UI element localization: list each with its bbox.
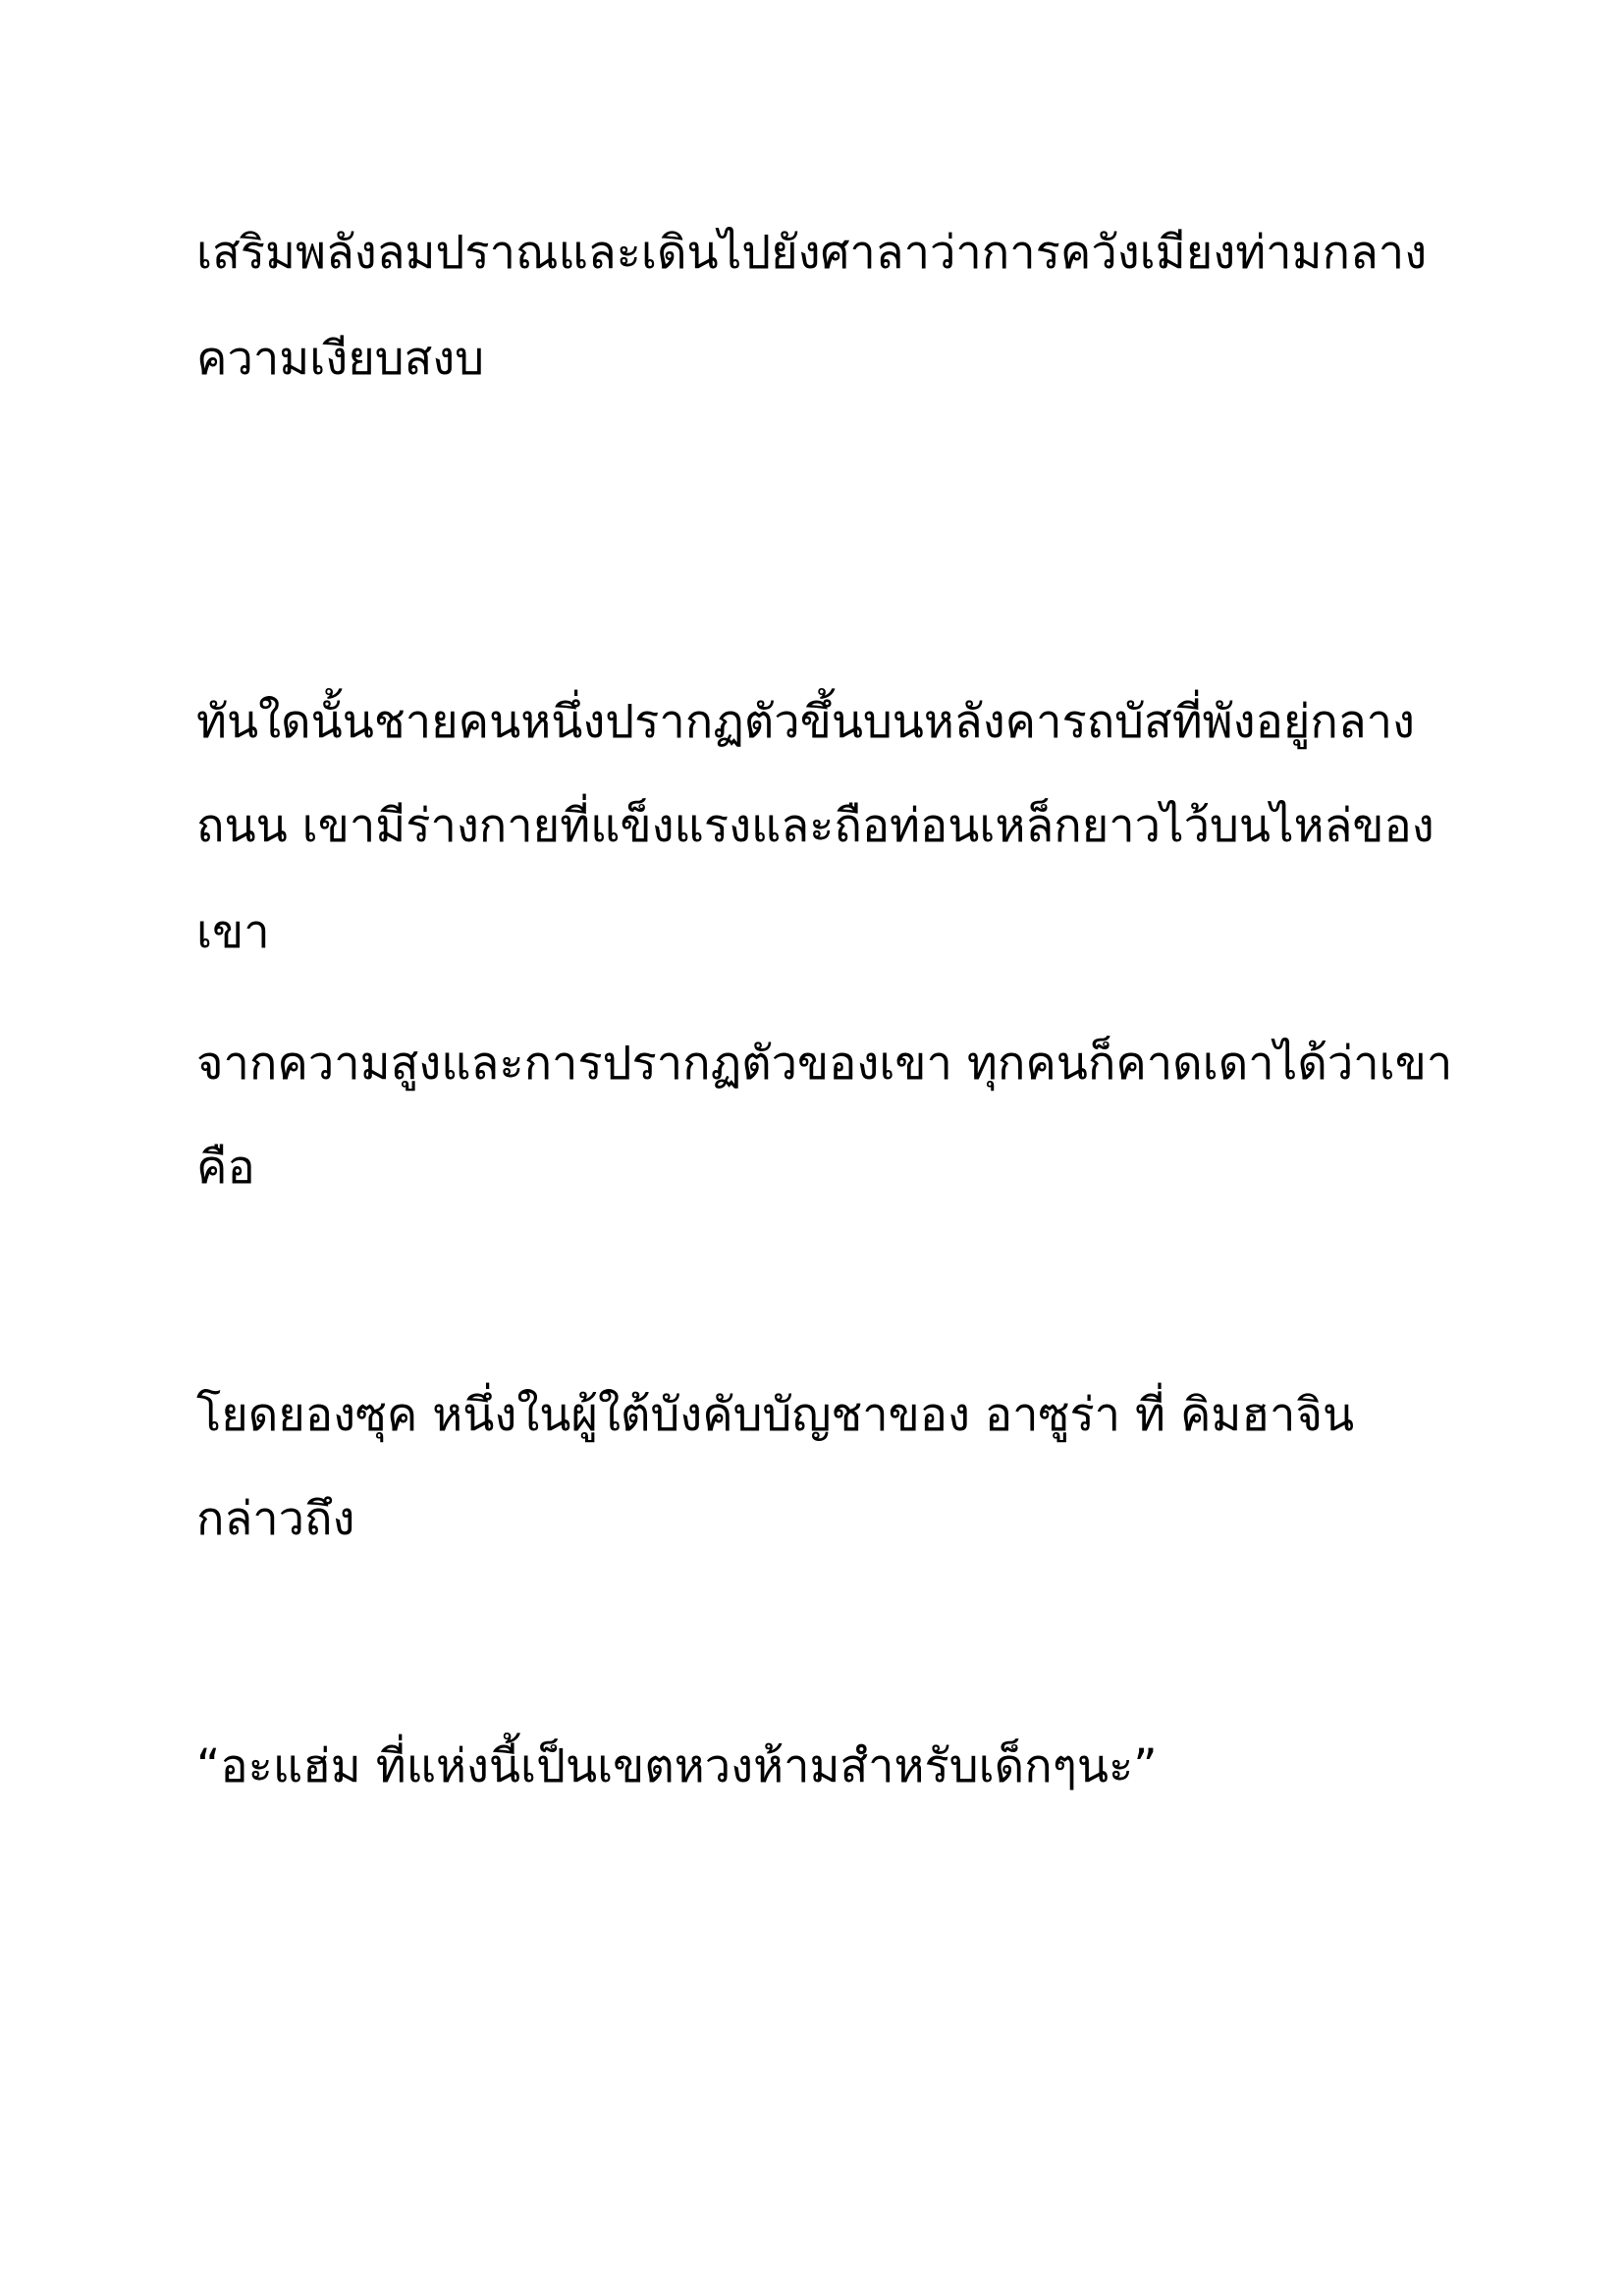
paragraph-line: เขา: [196, 905, 270, 959]
paragraph-line: ความเงียบสงบ: [196, 332, 485, 386]
dialogue-line: “อะแฮ่ม ที่แห่งนี้เป็นเขตหวงห้ามสำหรับเด็กๆนะ”: [196, 1739, 1158, 1793]
paragraph-line: โยดยองซุค หนึ่งในผู้ใต้บังคับบัญชาของ อาซูร่า ที่ คิมฮาจิน: [196, 1388, 1355, 1442]
paragraph-line: เสริมพลังลมปราณและเดินไปยังศาลาว่าการควังเมียงท่ามกลาง: [196, 226, 1428, 280]
paragraph-line: ถนน เขามีร่างกายที่แข็งแรงและถือท่อนเหล็กยาวไว้บนไหล่ของ: [196, 799, 1435, 853]
paragraph-line: จากความสูงและการปรากฏตัวของเขา ทุกคนก็คาดเดาได้ว่าเขา: [196, 1037, 1453, 1091]
paragraph-line: กล่าวถึง: [196, 1492, 355, 1546]
paragraph-line: ทันใดนั้นชายคนหนึ่งปรากฏตัวขึ้นบนหลังคารถบัสที่พังอยู่กลาง: [196, 695, 1415, 749]
paragraph-line: คือ: [196, 1141, 255, 1195]
